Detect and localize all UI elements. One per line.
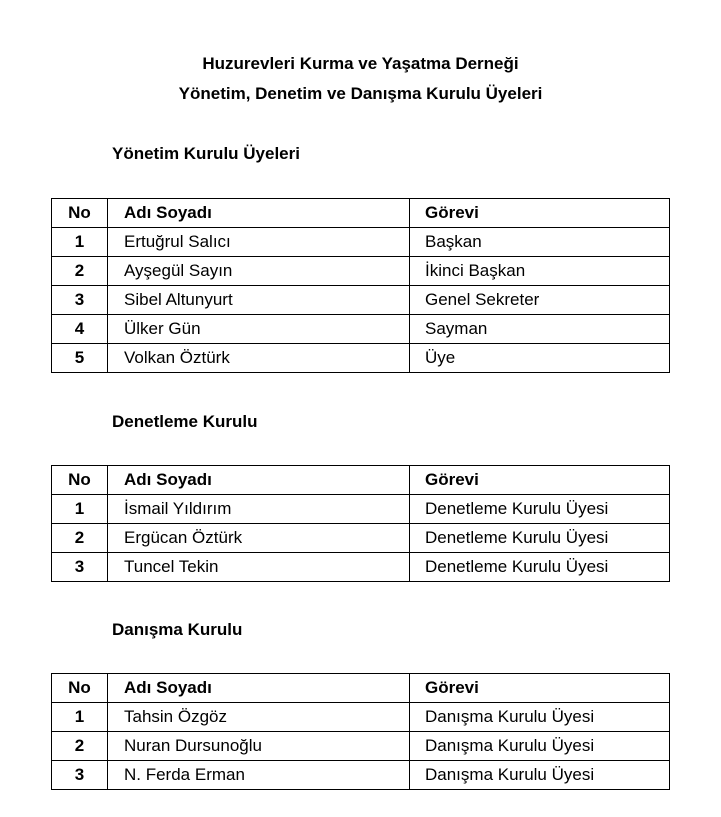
member-role: Denetleme Kurulu Üyesi: [410, 495, 670, 524]
member-role: Danışma Kurulu Üyesi: [410, 732, 670, 761]
table-row: [52, 703, 670, 732]
member-role: Sayman: [410, 315, 670, 344]
member-role: İkinci Başkan: [410, 257, 670, 286]
member-role: Genel Sekreter: [410, 286, 670, 315]
member-name: İsmail Yıldırım: [108, 495, 410, 524]
table-row: [52, 228, 670, 257]
row-number: 3: [52, 761, 108, 790]
danisma-kurulu-table: [51, 673, 670, 790]
row-number: 1: [52, 703, 108, 732]
document-subtitle: Yönetim, Denetim ve Danışma Kurulu Üyeleri: [178, 84, 543, 103]
member-name: Ergücan Öztürk: [108, 524, 410, 553]
table-row: [52, 761, 670, 790]
table-row: [52, 344, 670, 373]
member-role: Denetleme Kurulu Üyesi: [410, 524, 670, 553]
row-number: 5: [52, 344, 108, 373]
member-name: Volkan Öztürk: [108, 344, 410, 373]
column-header-name: Adı Soyadı: [108, 674, 410, 703]
section-heading-denetleme-kurulu: Denetleme Kurulu: [112, 412, 258, 431]
row-number: 1: [52, 228, 108, 257]
member-role: Danışma Kurulu Üyesi: [410, 761, 670, 790]
row-number: 2: [52, 732, 108, 761]
row-number: 4: [52, 315, 108, 344]
member-role: Denetleme Kurulu Üyesi: [410, 553, 670, 582]
member-name: Ülker Gün: [108, 315, 410, 344]
member-role: Başkan: [410, 228, 670, 257]
document-title: Huzurevleri Kurma ve Yaşatma Derneği: [202, 54, 519, 73]
column-header-no: No: [52, 674, 108, 703]
section-heading-danisma-kurulu: Danışma Kurulu: [112, 620, 243, 639]
table-row: [52, 732, 670, 761]
table-row: [52, 257, 670, 286]
column-header-role: Görevi: [410, 199, 670, 228]
member-role: Üye: [410, 344, 670, 373]
column-header-no: No: [52, 466, 108, 495]
member-role: Danışma Kurulu Üyesi: [410, 703, 670, 732]
table-row: [52, 315, 670, 344]
table-header-row: [52, 199, 670, 228]
row-number: 3: [52, 553, 108, 582]
table-row: [52, 286, 670, 315]
table-row: [52, 553, 670, 582]
member-name: N. Ferda Erman: [108, 761, 410, 790]
denetleme-kurulu-table: [51, 465, 670, 582]
member-name: Ertuğrul Salıcı: [108, 228, 410, 257]
member-name: Tahsin Özgöz: [108, 703, 410, 732]
row-number: 1: [52, 495, 108, 524]
section-heading-yonetim-kurulu: Yönetim Kurulu Üyeleri: [112, 144, 300, 163]
table-row: [52, 524, 670, 553]
column-header-role: Görevi: [410, 466, 670, 495]
column-header-name: Adı Soyadı: [108, 199, 410, 228]
yonetim-kurulu-table: [51, 198, 670, 373]
member-name: Ayşegül Sayın: [108, 257, 410, 286]
table-header-row: [52, 466, 670, 495]
column-header-role: Görevi: [410, 674, 670, 703]
column-header-no: No: [52, 199, 108, 228]
row-number: 2: [52, 257, 108, 286]
member-name: Tuncel Tekin: [108, 553, 410, 582]
member-name: Sibel Altunyurt: [108, 286, 410, 315]
row-number: 3: [52, 286, 108, 315]
column-header-name: Adı Soyadı: [108, 466, 410, 495]
member-name: Nuran Dursunoğlu: [108, 732, 410, 761]
table-header-row: [52, 674, 670, 703]
table-row: [52, 495, 670, 524]
row-number: 2: [52, 524, 108, 553]
